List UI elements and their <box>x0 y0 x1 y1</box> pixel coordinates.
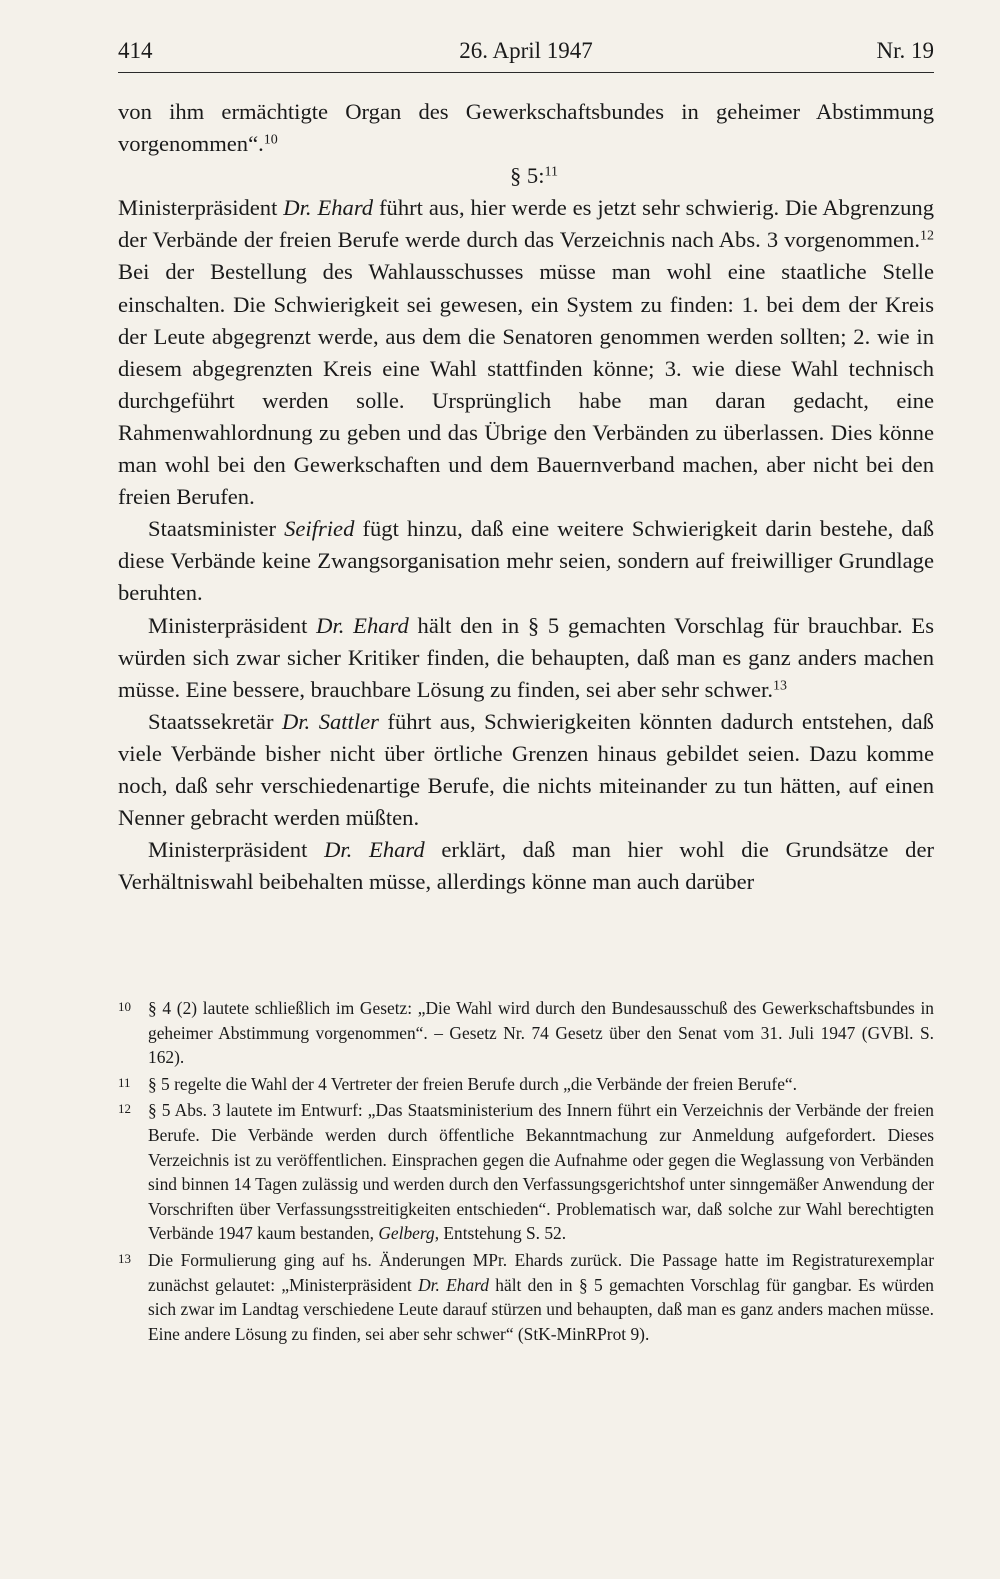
paragraph-continued: von ihm ermächtigte Organ des Gewerkschaftsbundes in geheimer Abstimmung vorgenommen“.$^{10}$ <box>118 99 934 157</box>
running-head <box>118 38 934 73</box>
footnote-text: § 4 (2) lautete schließlich im Gesetz: „Die Wahl wird durch den Bundesausschuß des Gewerkschaftsbundes in geheimer Abstimmung vorgenommen“. – Gesetz Nr. 74 Gesetz über den Senat vom 31. Juli 1947 (GVBl. S. 162). <box>148 998 934 1068</box>
section-heading: § 5:$^{11}$ <box>509 163 558 189</box>
speaker-name: Dr. Ehard <box>324 837 425 863</box>
body-text <box>118 96 934 898</box>
footnote-ref-11[interactable]: 11 <box>544 164 558 180</box>
footnotes <box>118 996 934 1348</box>
paragraph-ehard-3: Ministerpräsident Dr. Ehard erklärt, daß man hier wohl die Grundsätze der Verhältniswahl beibehalten müsse, allerdings könne man auch darüber <box>118 837 934 895</box>
footnote-10 <box>118 996 934 1070</box>
speaker-name: Dr. Ehard <box>316 612 409 638</box>
speaker-name: Dr. Ehard <box>283 195 374 221</box>
footnote-number: 13 <box>118 1250 131 1266</box>
issue-number: Nr. 19 <box>876 38 934 63</box>
footnote-number: 11 <box>118 1074 131 1090</box>
paragraph-seifried: Staatsminister Seifried fügt hinzu, daß eine weitere Schwierigkeit darin bestehe, daß diese Verbände keine Zwangsorganisation mehr seien, sondern auf freiwilliger Grundlage beruhten. <box>118 516 934 606</box>
speaker-name: Dr. Sattler <box>281 708 379 734</box>
footnote-13 <box>118 1248 934 1346</box>
cited-author: Gelberg <box>378 1223 435 1244</box>
footnote-ref-13[interactable]: 13 <box>773 677 787 693</box>
page-number: 414 <box>118 38 153 63</box>
footnote-ref-10[interactable]: 10 <box>263 132 278 148</box>
header-date: 26. April 1947 <box>459 38 593 63</box>
footnote-11 <box>118 1072 934 1097</box>
footnote-12 <box>118 1098 934 1246</box>
footnote-text: Die Formulierung ging auf hs. Änderungen MPr. Ehards zurück. Die Passage hatte im Registraturexemplar zunächst gelautet: „Ministerpräsident Dr. Ehard hält den in § 5 gemachten Vorschlag für gangbar. Es würden sich zwar im Landtag verschiedene Leute darauf stürzen und behaupten, daß man es ganz anders machen müsse. Eine andere Lösung zu finden, sei aber sehr schwer“ (StK-MinRProt 9). <box>148 1249 934 1344</box>
paragraph-sattler: Staatssekretär Dr. Sattler führt aus, Schwierigkeiten könnten dadurch entstehen, daß viele Verbände bisher nicht über örtliche Grenzen hinaus gebildet seien. Dazu komme noch, daß sehr verschiedenartige Berufe, die nichts miteinander zu tun hätten, auf einen Nenner gebracht werden müßten. <box>118 708 934 831</box>
paragraph-ehard-2: Ministerpräsident Dr. Ehard hält den in § 5 gemachten Vorschlag für brauchbar. Es würden sich zwar sicher Kritiker finden, die behaupten, daß man es ganz anders machen müsse. Eine bessere, brauchbare Lösung zu finden, sei aber sehr schwer.$^{13}$ <box>118 612 935 702</box>
speaker-name: Dr. Ehard <box>418 1274 489 1295</box>
paragraph-ehard-1: Ministerpräsident Dr. Ehard führt aus, hier werde es jetzt sehr schwierig. Die Abgrenzung der Verbände der freien Berufe werde durch das Verzeichnis nach Abs. 3 vorgenommen.$^{12}$ Bei der Bestellung des Wahlausschusses müsse man wohl eine staatliche Stelle einschalten. Die Schwierigkeit sei gewesen, ein System zu finden: 1. bei dem der Kreis der Leute abgegrenzt werde, aus dem die Senatoren genommen werden sollten; 2. wie in diesem abgegrenzten Kreis eine Wahl stattfinden könne; 3. wie diese Wahl technisch durchgeführt werden solle. Ursprünglich habe man daran gedacht, eine Rahmenwahlordnung zu geben und das Übrige den Verbänden zu überlassen. Dies könne man wohl bei den Gewerkschaften und dem Bauernverband machen, aber nicht bei den freien Berufen. <box>118 195 935 510</box>
footnote-text: § 5 Abs. 3 lautete im Entwurf: „Das Staatsministerium des Innern führt ein Verzeichnis der Verbände der freien Berufe. Die Verbände werden durch öffentliche Bekanntmachung zur Anmeldung aufgefordert. Dieses Verzeichnis ist zu veröffentlichen. Einsprachen gegen die Aufnahme oder gegen die Weglassung von Verbänden sind binnen 14 Tagen zulässig und werden durch den Verfassungsgerichtshof unter sinngemäßer Anwendung der Vorschriften über Verfassungsstreitigkeiten entschieden“. Problematisch war, daß solche zur Wahl berechtigten Verbände 1947 kaum bestanden, Gelberg, Entstehung S. 52. <box>148 1100 934 1244</box>
footnote-number: 12 <box>118 1101 131 1117</box>
footnote-ref-12[interactable]: 12 <box>920 228 934 244</box>
footnote-text: § 5 regelte die Wahl der 4 Vertreter der freien Berufe durch „die Verbände der freien Berufe“. <box>148 1073 797 1094</box>
speaker-name: Seifried <box>284 516 355 542</box>
footnote-number: 10 <box>118 999 131 1014</box>
